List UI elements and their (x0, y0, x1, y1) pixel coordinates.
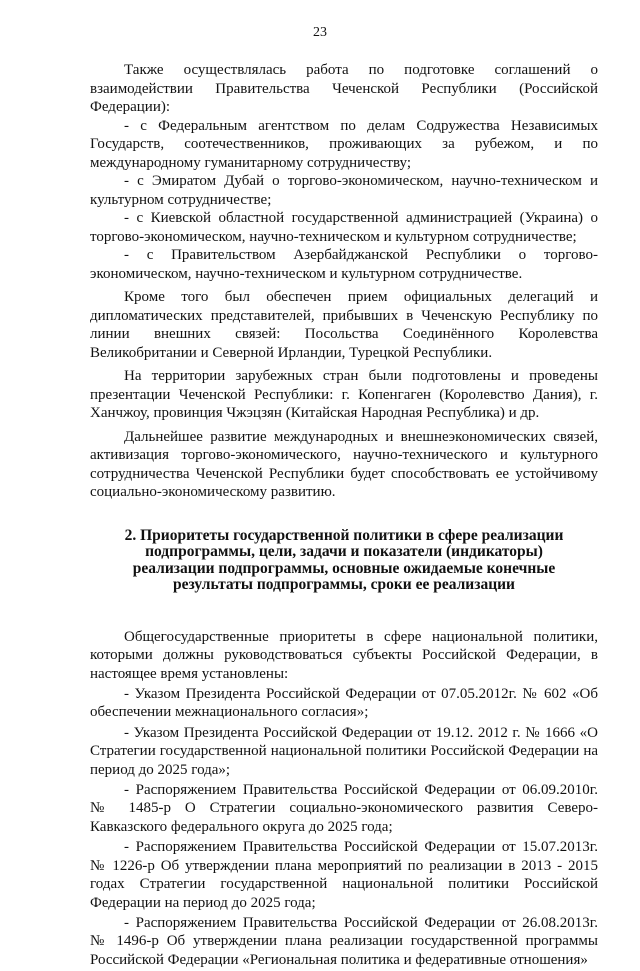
section-heading: 2. Приоритеты государственной политики в сфере реализации подпрограммы, цели, задачи и показатели (индикаторы) реализации подпрограммы, основные ожидаемые конечные результаты подпрограммы, сроки ее реализации (124, 526, 564, 593)
list-item-azerbaijan: - с Правительством Азербайджанской Республики о торгово-экономическом, научно-техническом и культурном сотрудничестве. (90, 247, 598, 282)
paragraph-development: Дальнейшее развитие международных и внешнеэкономических связей, активизация торгово-экономического, научно-технического и культурного сотрудничества Чеченской Республики будет способствовать ее устойчивому социально-экономическому развитию. (90, 428, 598, 500)
list-item-cis-agency: - с Федеральным агентством по делам Содружества Независимых Государств, соотечественников, проживающих за рубежом, и по международному гуманитарному сотрудничеству; (90, 117, 598, 171)
paragraph-delegations: Кроме того был обеспечен прием официальных делегаций и дипломатических представителей, прибывших в Чеченскую Республику по линии внешних связей: Посольства Соединённого Королевства Великобритании и Северной Ирландии, Турецкой Республики. (90, 289, 598, 361)
list-item-decree-1666: - Указом Президента Российской Федерации от 19.12. 2012 г. № 1666 «О Стратегии государственной национальной политики Российской Федерации на период до 2025 года»; (90, 724, 598, 778)
list-item-kiev: - с Киевской областной государственной администрацией (Украина) о торгово-экономическом, научно-техническом и культурном сотрудничестве; (90, 210, 598, 245)
paragraph-priorities-intro: Общегосударственные приоритеты в сфере национальной политики, которыми должны руководствоваться субъекты Российской Федерации, в настоящее время установлены: (90, 628, 598, 682)
priorities-list (90, 628, 598, 970)
list-item-order-1485: - Распоряжением Правительства Российской Федерации от 06.09.2010г. № 1485-р О Стратегии социально-экономического развития Северо-Кавказского федерального округа до 2025 года; (90, 781, 598, 835)
list-item-order-1496: - Распоряжением Правительства Российской Федерации от 26.08.2013г. № 1496-р Об утверждении плана реализации государственной программы Российской Федерации «Региональная политика и федеративные отношения» (90, 914, 598, 968)
paragraph-agreements-intro: Также осуществлялась работа по подготовке соглашений о взаимодействии Правительства Чеченской Республики (Российской Федерации): (90, 62, 598, 115)
page-number: 23 (313, 25, 327, 40)
document-body (90, 61, 598, 971)
list-item-decree-602: - Указом Президента Российской Федерации от 07.05.2012г. № 602 «Об обеспечении межнационального согласия»; (90, 685, 598, 721)
paragraph-presentations: На территории зарубежных стран были подготовлены и проведены презентации Чеченской Республики: г. Копенгаген (Королевство Дания), г. Ханчжоу, провинция Чжэцзян (Китайская Народная Республика) и др. (90, 368, 598, 421)
list-item-dubai: - с Эмиратом Дубай о торгово-экономическом, научно-техническом и культурном сотрудничестве; (90, 173, 598, 208)
list-item-order-1226: - Распоряжением Правительства Российской Федерации от 15.07.2013г. № 1226-р Об утверждении плана мероприятий по реализации в 2013 - 2015 годах Стратегии государственной национальной политики Российской Федерации на период до 2025 года; (90, 839, 598, 911)
